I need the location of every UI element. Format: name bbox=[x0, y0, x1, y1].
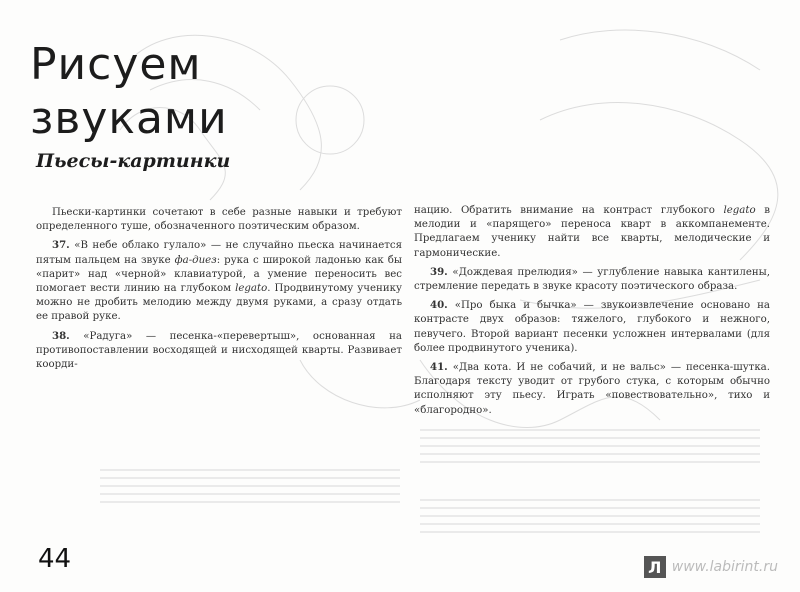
paragraph-text: в мелодии и «парящего» переноса кварт в аккомпанементе. Предлагаем ученику найти все кварты, мелодические и гармонические. bbox=[414, 205, 770, 259]
text-column-right bbox=[414, 204, 770, 422]
intro-paragraph: Пьески-картинки сочетают в себе разные навыки и требуют определенного туше, обозначенного поэтическим образом. bbox=[36, 207, 402, 233]
watermark-text: www.labirint.ru bbox=[671, 559, 778, 575]
paragraph-41 bbox=[414, 360, 770, 418]
item-number: 39. bbox=[430, 265, 448, 278]
paragraph-38-continued bbox=[414, 204, 770, 261]
italic-term: legato bbox=[235, 283, 268, 295]
watermark bbox=[644, 556, 778, 578]
paragraph-text: «Про быка и бычка» — звукоизвлечение основано на контрасте двух образов: тяжелого, глубокого и нежного, певучего. Второй вариант песенки усложнен интервалами (для более продвинутого ученика). bbox=[414, 300, 770, 354]
paragraph-39 bbox=[414, 265, 770, 294]
paragraph-text: «Дождевая прелюдия» — углубление навыка кантилены, стремление передать в звуке красоту поэтического образа. bbox=[414, 266, 770, 293]
paragraph-text: : рука с широкой ладонью как бы «парит» над «черной» клавиатурой, а умение переносить вес помогает вести линию на глубоком bbox=[36, 254, 402, 295]
paragraph-text: . Продвинутому ученику можно не дробить мелодию между двумя руками, а сразу отдать ее правой руке. bbox=[36, 283, 402, 323]
item-number: 37. bbox=[52, 239, 70, 252]
paragraph-text: «В небе облако гулало» — не случайно пьеска начинается пятым пальцем на звуке bbox=[36, 240, 402, 266]
text-column-left bbox=[36, 206, 402, 376]
paragraph-37 bbox=[36, 238, 402, 324]
title-line-1: Рисуем bbox=[30, 39, 202, 90]
item-number: 41. bbox=[430, 361, 448, 374]
paragraph-38 bbox=[36, 329, 402, 373]
paragraph-text: «Радуга» — песенка-«перевертыш», основанная на противопоставлении восходящей и нисходящей кварты. Развивает коорди- bbox=[36, 330, 402, 371]
paragraph-text: «Два кота. И не собачий, и не вальс» — песенка-шутка. Благодаря тексту уводит от грубого стука, с которым обычно исполняют эту пьесу. Играть «повествовательно», тихо и «благородно». bbox=[414, 362, 770, 416]
page-title bbox=[30, 38, 228, 146]
italic-term: legato bbox=[723, 205, 756, 216]
item-number: 40. bbox=[430, 299, 448, 312]
labirint-logo-icon: Л bbox=[644, 556, 666, 578]
paragraph-text: нацию. Обратить внимание на контраст глубокого bbox=[414, 205, 724, 216]
item-number: 38. bbox=[52, 329, 70, 342]
italic-term: фа-диез bbox=[174, 254, 217, 266]
title-line-2: звуками bbox=[30, 93, 228, 144]
section-subtitle: Пьесы-картинки bbox=[36, 150, 231, 172]
paragraph-40 bbox=[414, 298, 770, 356]
page-number: 44 bbox=[38, 544, 72, 574]
